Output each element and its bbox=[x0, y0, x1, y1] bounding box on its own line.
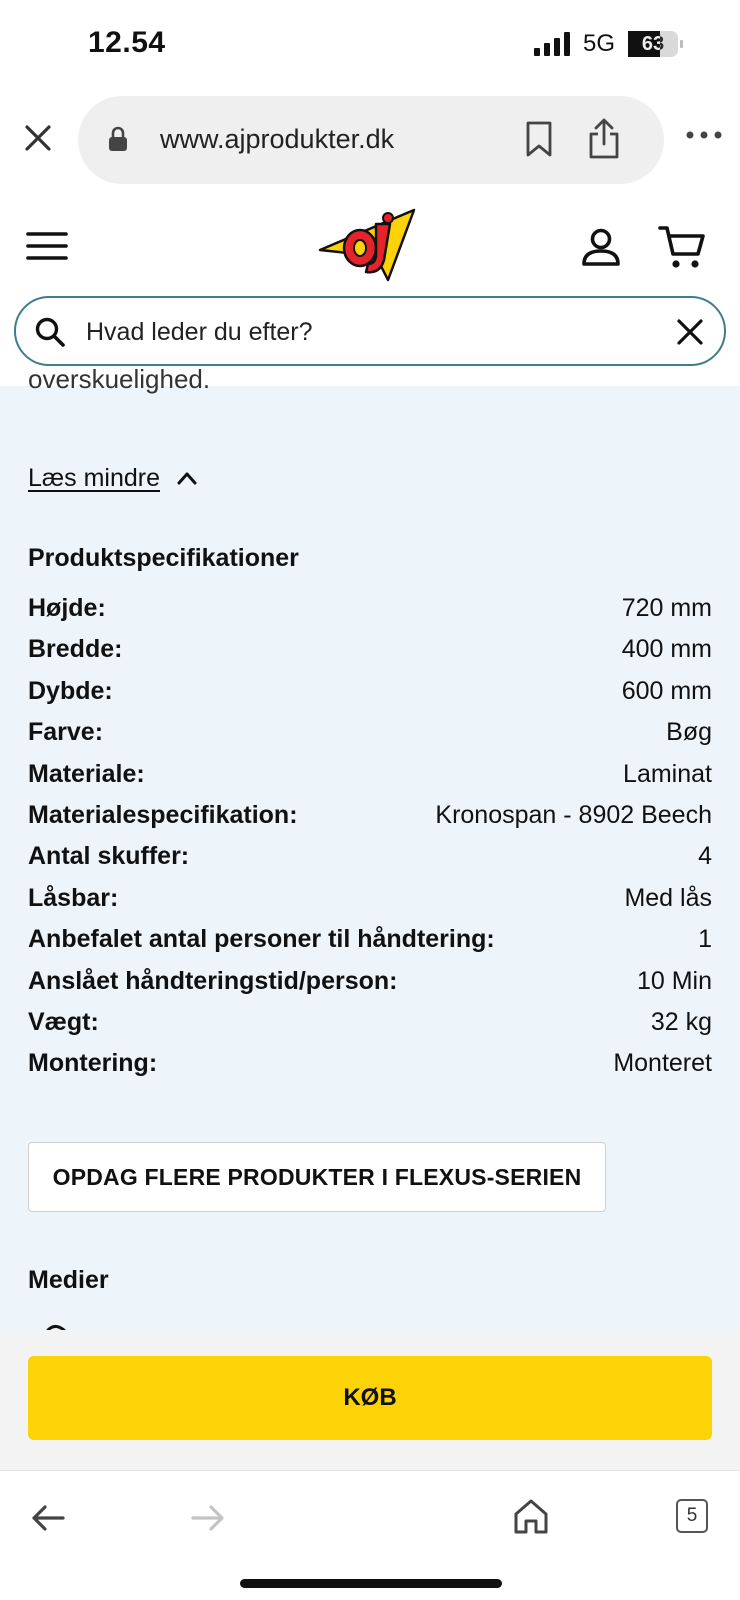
browser-bottom-bar bbox=[0, 1470, 740, 1600]
spec-title: Produktspecifikationer bbox=[28, 544, 299, 572]
site-header bbox=[0, 190, 740, 290]
forward-icon[interactable] bbox=[190, 1503, 226, 1533]
home-indicator bbox=[240, 1579, 502, 1588]
network-label: 5G bbox=[583, 30, 616, 57]
spec-row bbox=[28, 635, 712, 676]
spec-value: Monteret bbox=[613, 1049, 712, 1078]
close-icon[interactable] bbox=[22, 122, 54, 154]
spec-label: Bredde: bbox=[28, 635, 123, 664]
tabs-icon[interactable]: 5 bbox=[676, 1499, 708, 1533]
spec-label: Materialespecifikation: bbox=[28, 800, 298, 829]
browser-toolbar bbox=[0, 90, 740, 190]
spec-value: 10 Min bbox=[636, 966, 712, 995]
spec-label: Anbefalet antal personer til håndtering: bbox=[28, 925, 495, 954]
address-bar[interactable] bbox=[78, 96, 664, 184]
spec-label: Dybde: bbox=[28, 676, 113, 705]
spec-value: 4 bbox=[698, 842, 712, 871]
spec-value: Kronospan - 8902 Beech bbox=[435, 800, 712, 829]
spec-label: Anslået håndteringstid/person: bbox=[28, 966, 398, 995]
spec-value: 400 mm bbox=[621, 635, 712, 664]
spec-table bbox=[28, 594, 712, 1091]
chevron-up-icon[interactable] bbox=[176, 470, 198, 486]
status-bar bbox=[0, 0, 740, 90]
spec-label: Låsbar: bbox=[28, 883, 119, 912]
spec-row bbox=[28, 677, 712, 718]
spec-label: Højde: bbox=[28, 594, 106, 622]
url-text: www.ajprodukter.dk bbox=[160, 124, 395, 154]
spec-value: 720 mm bbox=[621, 594, 712, 622]
battery-icon bbox=[628, 31, 678, 57]
spec-row bbox=[28, 801, 712, 842]
spec-value: Laminat bbox=[623, 759, 712, 788]
spec-row bbox=[28, 842, 712, 883]
media-title: Medier bbox=[28, 1266, 109, 1294]
more-icon[interactable] bbox=[684, 128, 724, 142]
spec-value: 1 bbox=[698, 925, 712, 954]
spec-row bbox=[28, 884, 712, 925]
battery-nub bbox=[680, 40, 683, 48]
read-less-link[interactable]: Læs mindre bbox=[28, 464, 160, 492]
spec-label: Vægt: bbox=[28, 1007, 99, 1036]
clear-search-icon[interactable] bbox=[676, 318, 704, 346]
spec-row bbox=[28, 925, 712, 966]
bookmark-icon[interactable] bbox=[524, 120, 554, 158]
spec-label: Materiale: bbox=[28, 759, 145, 788]
status-time: 12.54 bbox=[88, 26, 166, 59]
spec-row bbox=[28, 1049, 712, 1090]
search-icon bbox=[34, 316, 66, 348]
home-icon[interactable] bbox=[512, 1497, 550, 1535]
spec-label: Antal skuffer: bbox=[28, 842, 190, 871]
spec-row bbox=[28, 594, 712, 635]
spec-value: Med lås bbox=[624, 883, 712, 912]
spec-label: Farve: bbox=[28, 718, 104, 747]
spec-row bbox=[28, 760, 712, 801]
cart-icon[interactable] bbox=[658, 224, 706, 270]
spec-row bbox=[28, 1008, 712, 1049]
search-input[interactable] bbox=[86, 308, 646, 356]
battery-percent: 63 bbox=[641, 33, 665, 55]
back-icon[interactable] bbox=[30, 1503, 66, 1533]
aj-logo[interactable] bbox=[318, 208, 422, 284]
buy-area bbox=[0, 1330, 740, 1470]
search-box[interactable] bbox=[14, 296, 726, 366]
spec-row bbox=[28, 967, 712, 1008]
product-description-section bbox=[0, 364, 740, 1330]
account-icon[interactable] bbox=[580, 226, 622, 268]
menu-icon[interactable] bbox=[26, 230, 68, 262]
spec-value: 32 kg bbox=[650, 1007, 712, 1036]
spec-value: 600 mm bbox=[621, 676, 712, 705]
truncated-description-text: overskuelighed. bbox=[28, 364, 211, 394]
spec-value: Bøg bbox=[666, 718, 712, 747]
signal-icon bbox=[534, 32, 572, 56]
lock-icon bbox=[108, 126, 128, 152]
spec-label: Montering: bbox=[28, 1049, 158, 1078]
spec-row bbox=[28, 718, 712, 759]
discover-series-button[interactable]: OPDAG FLERE PRODUKTER I FLEXUS-SERIEN bbox=[28, 1142, 606, 1212]
share-icon[interactable] bbox=[586, 116, 622, 160]
buy-button[interactable]: KØB bbox=[28, 1356, 712, 1440]
